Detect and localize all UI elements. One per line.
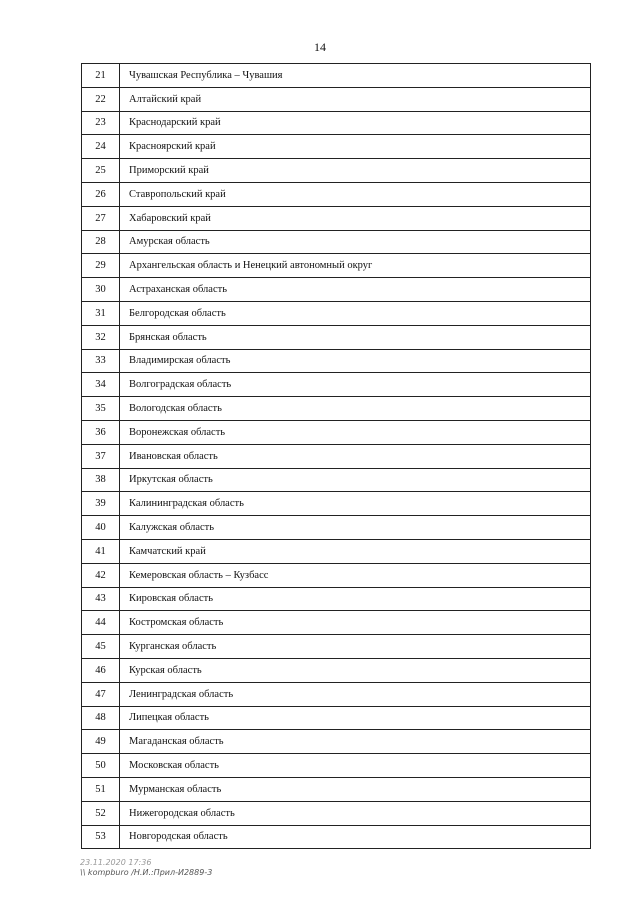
region-name: Белгородская область — [120, 301, 591, 325]
row-number: 29 — [82, 254, 120, 278]
row-number: 25 — [82, 159, 120, 183]
table-row — [82, 516, 591, 540]
table-row — [82, 492, 591, 516]
region-name: Брянская область — [120, 325, 591, 349]
region-name: Хабаровский край — [120, 206, 591, 230]
region-name: Волгоградская область — [120, 373, 591, 397]
row-number: 50 — [82, 754, 120, 778]
row-number: 23 — [82, 111, 120, 135]
region-name: Иркутская область — [120, 468, 591, 492]
region-name: Алтайский край — [120, 87, 591, 111]
region-name: Новгородская область — [120, 825, 591, 849]
table-row — [82, 64, 591, 88]
row-number: 49 — [82, 730, 120, 754]
row-number: 32 — [82, 325, 120, 349]
row-number: 21 — [82, 64, 120, 88]
table-row — [82, 444, 591, 468]
table-row — [82, 420, 591, 444]
table-row — [82, 611, 591, 635]
row-number: 36 — [82, 420, 120, 444]
document-footer — [80, 858, 212, 878]
table-row — [82, 206, 591, 230]
table-row — [82, 682, 591, 706]
footer-reference: \\ kompburo /Н.И.:Прил-И2889-3 — [80, 868, 213, 877]
row-number: 51 — [82, 777, 120, 801]
region-name: Краснодарский край — [120, 111, 591, 135]
region-name: Калужская область — [120, 516, 591, 540]
row-number: 22 — [82, 87, 120, 111]
table-row — [82, 111, 591, 135]
table-row — [82, 468, 591, 492]
table-row — [82, 278, 591, 302]
row-number: 41 — [82, 539, 120, 563]
table-row — [82, 87, 591, 111]
row-number: 39 — [82, 492, 120, 516]
table-row — [82, 801, 591, 825]
row-number: 35 — [82, 397, 120, 421]
table-row — [82, 254, 591, 278]
table-row — [82, 539, 591, 563]
row-number: 48 — [82, 706, 120, 730]
row-number: 42 — [82, 563, 120, 587]
page-number: 14 — [314, 40, 326, 54]
table-row — [82, 706, 591, 730]
table-row — [82, 159, 591, 183]
region-name: Калининградская область — [120, 492, 591, 516]
table-row — [82, 373, 591, 397]
table-row — [82, 635, 591, 659]
row-number: 24 — [82, 135, 120, 159]
region-name: Магаданская область — [120, 730, 591, 754]
row-number: 28 — [82, 230, 120, 254]
table-row — [82, 658, 591, 682]
row-number: 43 — [82, 587, 120, 611]
row-number: 30 — [82, 278, 120, 302]
row-number: 26 — [82, 182, 120, 206]
row-number: 31 — [82, 301, 120, 325]
regions-table-body — [82, 64, 591, 849]
table-row — [82, 135, 591, 159]
table-row — [82, 825, 591, 849]
row-number: 45 — [82, 635, 120, 659]
row-number: 34 — [82, 373, 120, 397]
region-name: Красноярский край — [120, 135, 591, 159]
row-number: 27 — [82, 206, 120, 230]
region-name: Нижегородская область — [120, 801, 591, 825]
table-row — [82, 230, 591, 254]
table-row — [82, 587, 591, 611]
table-row — [82, 777, 591, 801]
region-name: Кемеровская область – Кузбасс — [120, 563, 591, 587]
region-name: Приморский край — [120, 159, 591, 183]
region-name: Ставропольский край — [120, 182, 591, 206]
region-name: Костромская область — [120, 611, 591, 635]
table-row — [82, 730, 591, 754]
region-name: Владимирская область — [120, 349, 591, 373]
region-name: Чувашская Республика – Чувашия — [120, 64, 591, 88]
table-row — [82, 182, 591, 206]
row-number: 37 — [82, 444, 120, 468]
region-name: Курганская область — [120, 635, 591, 659]
row-number: 38 — [82, 468, 120, 492]
region-name: Курская область — [120, 658, 591, 682]
region-name: Воронежская область — [120, 420, 591, 444]
table-row — [82, 349, 591, 373]
region-name: Астраханская область — [120, 278, 591, 302]
row-number: 40 — [82, 516, 120, 540]
table-row — [82, 325, 591, 349]
footer-timestamp: 23.11.2020 17:36 — [80, 858, 152, 867]
region-name: Вологодская область — [120, 397, 591, 421]
row-number: 47 — [82, 682, 120, 706]
table-row — [82, 301, 591, 325]
row-number: 46 — [82, 658, 120, 682]
regions-table — [81, 63, 591, 849]
region-name: Амурская область — [120, 230, 591, 254]
region-name: Архангельская область и Ненецкий автономный округ — [120, 254, 591, 278]
table-row — [82, 563, 591, 587]
row-number: 53 — [82, 825, 120, 849]
region-name: Кировская область — [120, 587, 591, 611]
region-name: Ленинградская область — [120, 682, 591, 706]
region-name: Камчатский край — [120, 539, 591, 563]
region-name: Липецкая область — [120, 706, 591, 730]
region-name: Мурманская область — [120, 777, 591, 801]
row-number: 52 — [82, 801, 120, 825]
table-row — [82, 754, 591, 778]
row-number: 33 — [82, 349, 120, 373]
row-number: 44 — [82, 611, 120, 635]
region-name: Ивановская область — [120, 444, 591, 468]
table-row — [82, 397, 591, 421]
region-name: Московская область — [120, 754, 591, 778]
